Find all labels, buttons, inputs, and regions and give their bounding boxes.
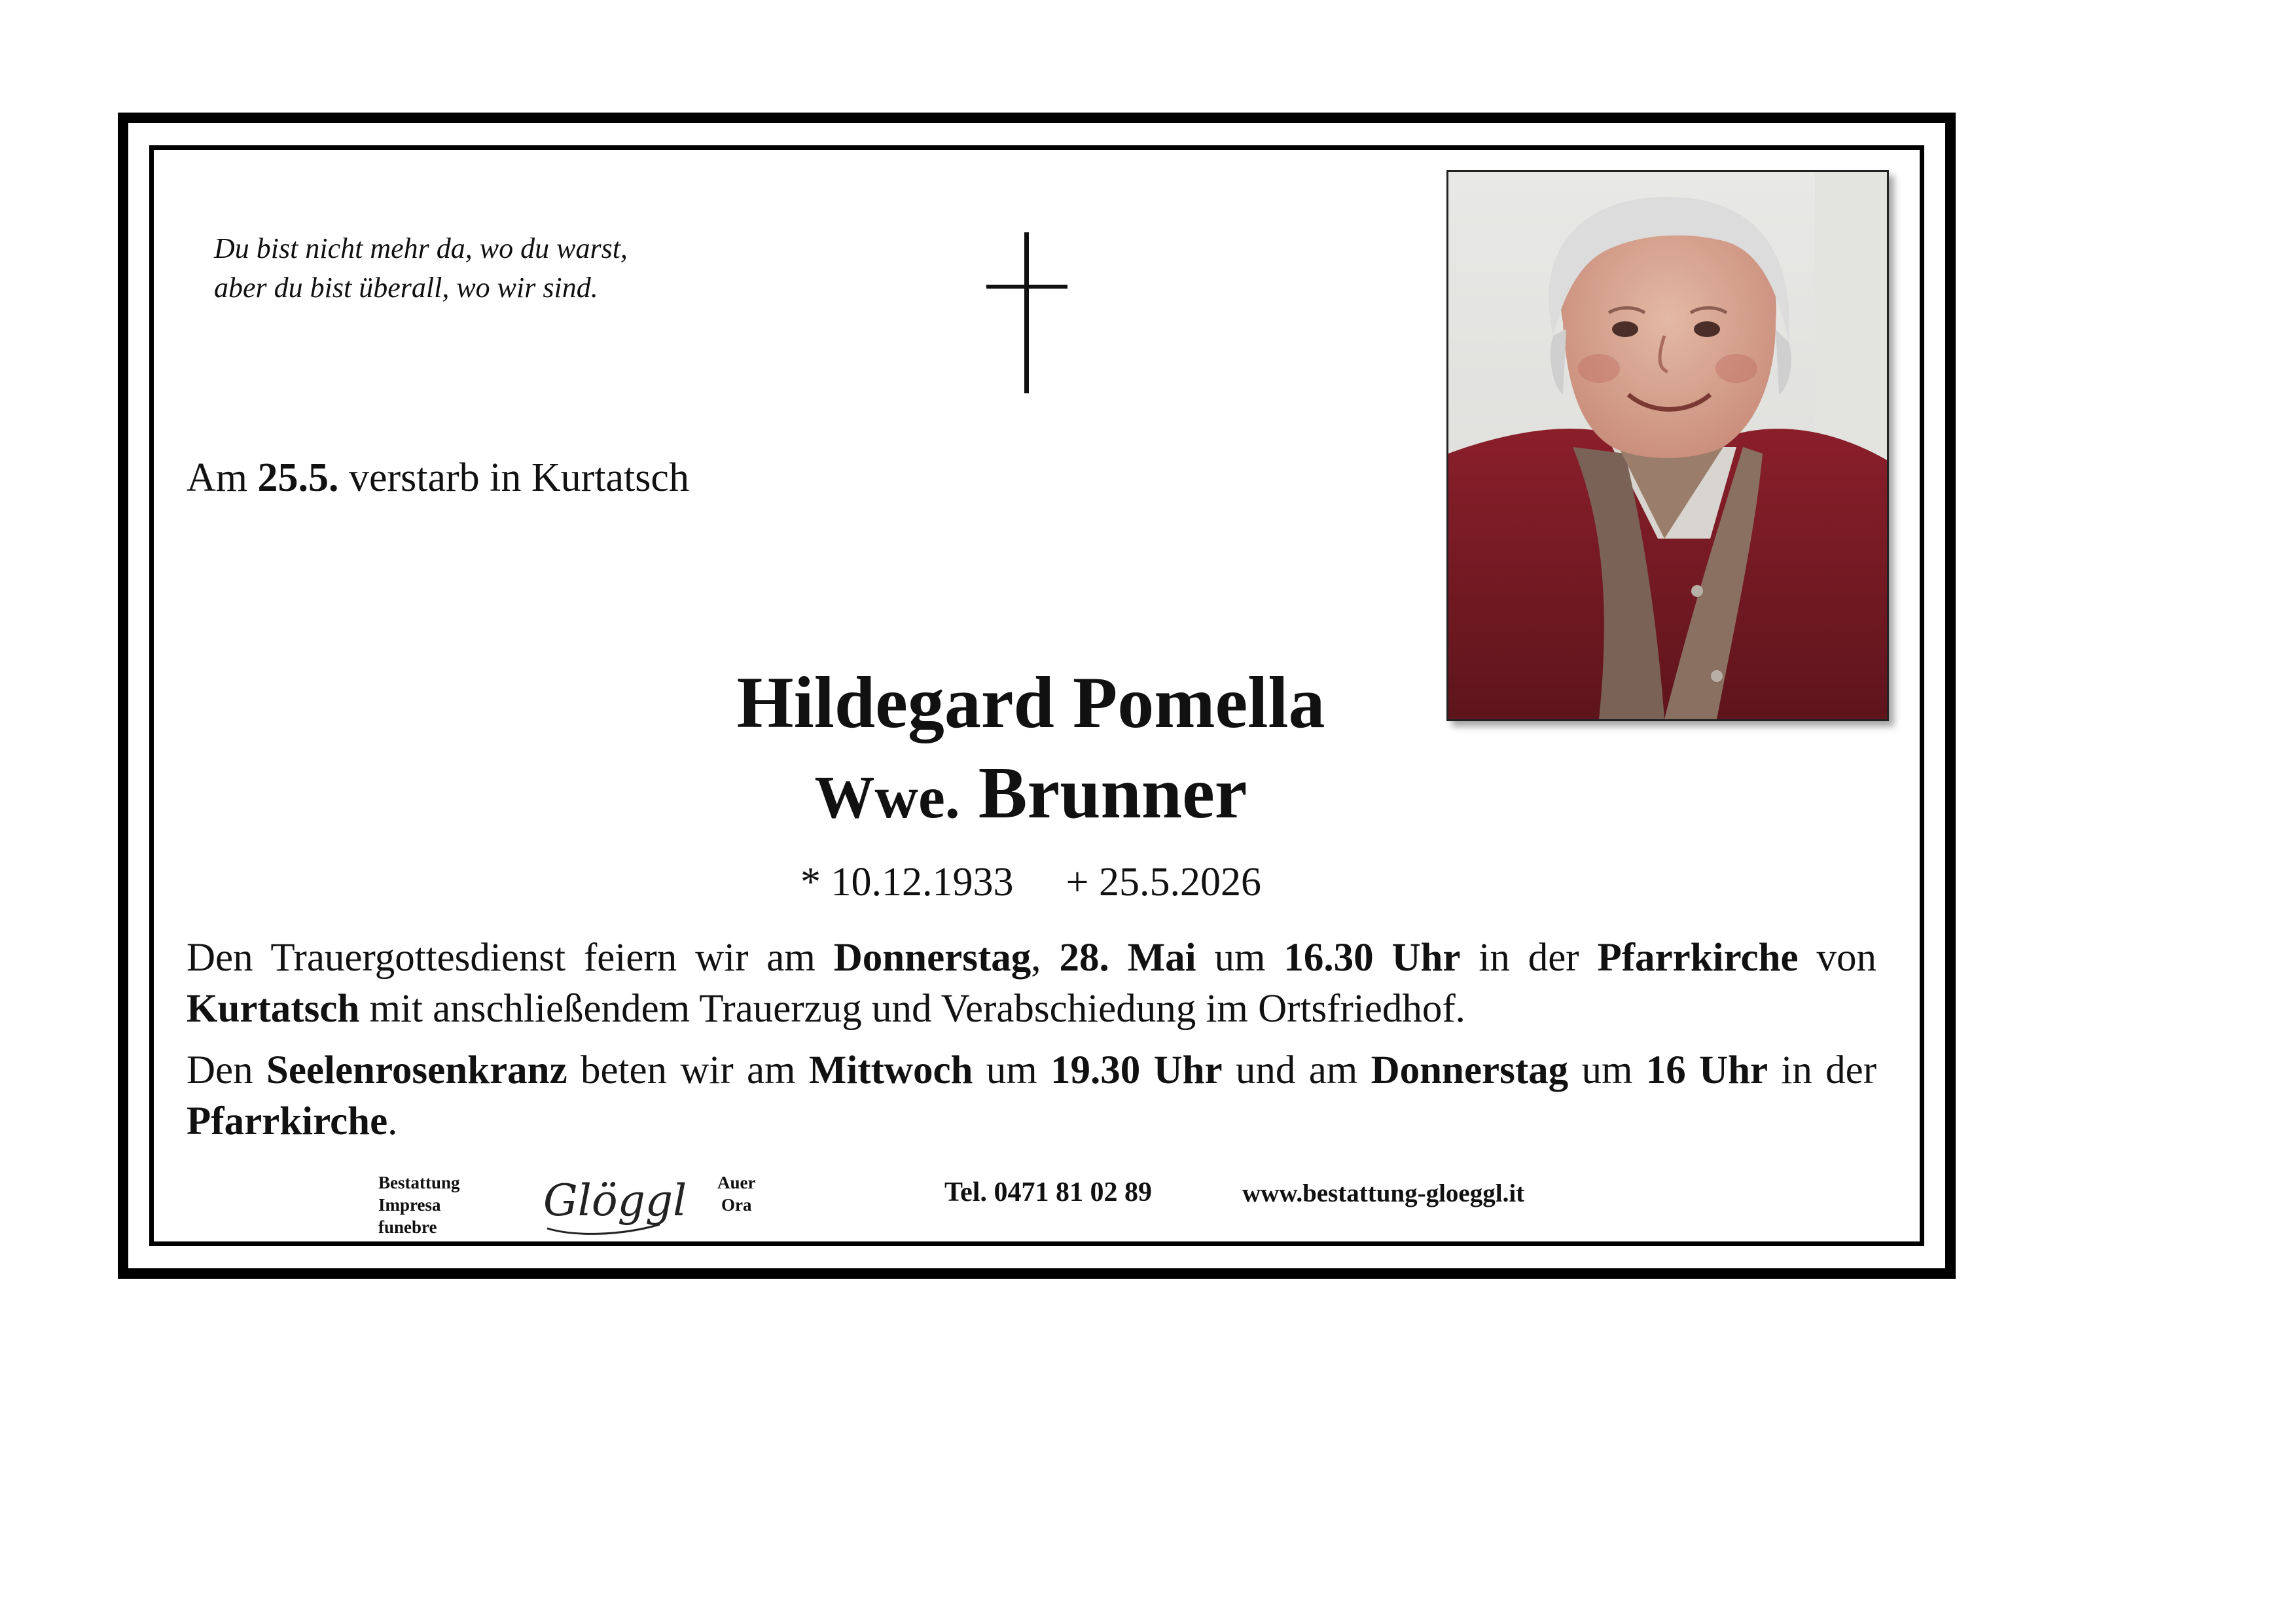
quote-line-2: aber du bist überall, wo wir sind. xyxy=(214,272,598,304)
phone-number: Tel. 0471 81 02 89 xyxy=(944,1177,1152,1207)
service-church: Pfarrkirche xyxy=(1597,936,1799,980)
intro-prefix: Am xyxy=(187,455,258,500)
birth-date: * 10.12.1933 xyxy=(800,860,1014,904)
widow-prefix: Wwe. xyxy=(814,764,960,830)
service-time: 16.30 Uhr xyxy=(1283,936,1461,980)
rosary-time-1: 19.30 Uhr xyxy=(1050,1048,1223,1092)
company-logo xyxy=(541,1175,687,1240)
rosary-time-2: 16 Uhr xyxy=(1645,1048,1768,1092)
cross-icon xyxy=(986,232,1067,393)
intro-suffix: verstarb in Kurtatsch xyxy=(338,455,689,500)
service-village: Kurtatsch xyxy=(187,987,360,1031)
memorial-quote xyxy=(214,229,628,308)
rosary-day-2: Donnerstag xyxy=(1371,1048,1569,1092)
death-announcement xyxy=(187,455,689,501)
rosary-church: Pfarrkirche xyxy=(187,1099,388,1143)
company-type: Bestattung Impresa funebre xyxy=(378,1173,460,1237)
service-day: Donnerstag xyxy=(833,936,1031,980)
funeral-service-text: Den Trauergottesdienst feiern wir am Donnerstag, 28. Mai um 16.30 Uhr in der Pfarrkirche von Kurtatsch mit anschließendem Trauerzug und Verabschiedung im Ortsfriedhof. xyxy=(187,936,1877,1031)
rosary-day-1: Mittwoch xyxy=(808,1048,973,1092)
svg-text:Glöggl: Glöggl xyxy=(543,1175,687,1226)
deceased-name: Hildegard Pomella xyxy=(736,662,1325,743)
service-date: 28. Mai xyxy=(1059,936,1196,980)
quote-line-1: Du bist nicht mehr da, wo du warst, xyxy=(214,232,628,264)
rosary-label: Seelenrosenkranz xyxy=(266,1048,567,1092)
married-name-line xyxy=(0,751,2062,836)
married-name: Brunner xyxy=(978,753,1247,834)
rosary-text: Den Seelenrosenkranz beten wir am Mittwoch um 19.30 Uhr und am Donnerstag um 16 Uhr in der Pfarrkirche. xyxy=(187,1048,1877,1143)
death-date: + 25.5.2026 xyxy=(1066,860,1261,904)
portrait-photo xyxy=(1446,170,1889,721)
website-link[interactable]: www.bestattung-gloeggl.it xyxy=(1242,1179,1525,1207)
company-location: Auer Ora xyxy=(717,1173,756,1215)
death-date-short: 25.5. xyxy=(257,455,339,500)
life-dates xyxy=(0,859,2062,906)
